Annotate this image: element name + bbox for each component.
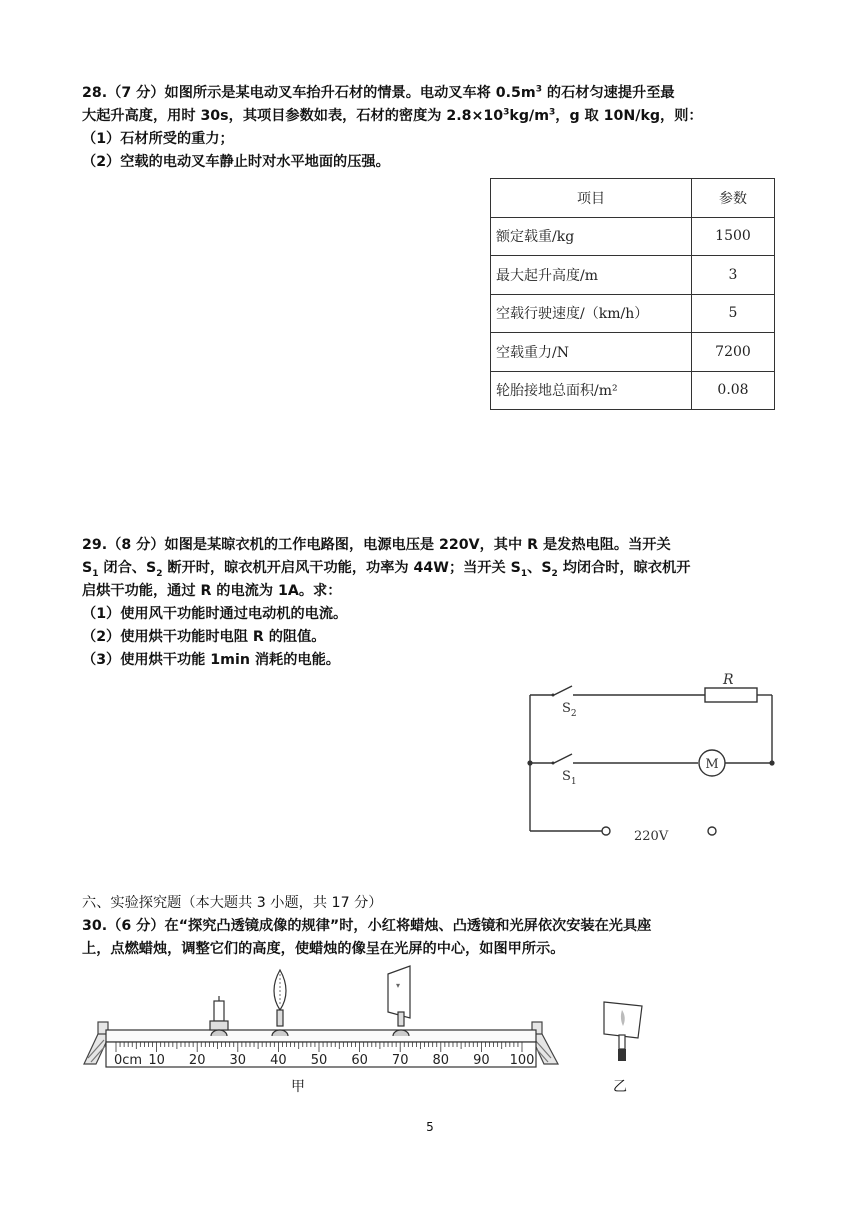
scale-tick-label: 10 <box>148 1053 165 1068</box>
circuit-diagram <box>520 668 780 848</box>
q30-line2: 上，点燃蜡烛，调整它们的高度，使蜡烛的像呈在光屏的中心，如图甲所示。 <box>82 941 565 957</box>
q29-sub1: （1）使用风干功能时通过电动机的电流。 <box>82 606 348 622</box>
resistor-symbol <box>705 688 757 702</box>
convex-lens <box>272 970 288 1036</box>
figure-caption-b: 乙 <box>613 1079 627 1095</box>
q29-line3: 启烘干功能，通过 R 的电流为 1A。求： <box>82 583 342 599</box>
scale-tick-label: 70 <box>391 1053 409 1068</box>
table-cell: 轮胎接地总面积/m² <box>491 371 692 410</box>
table-row <box>491 371 775 410</box>
switch-s2-label: $S_2$ <box>562 701 577 719</box>
table-cell: 1500 <box>692 217 775 256</box>
switch-s2-blade <box>554 686 572 695</box>
switch-s1-label: $S_1$ <box>562 769 577 787</box>
scale-tick-label: 100 <box>509 1053 535 1068</box>
table-cell: 5 <box>692 294 775 333</box>
question-28 <box>82 82 782 174</box>
section-6-title: 六、实验探究题（本大题共 3 小题，共 17 分） <box>82 895 383 911</box>
scale-tick-label: 80 <box>432 1053 450 1068</box>
table-row <box>491 217 775 256</box>
scale-tick-label: 20 <box>188 1053 206 1068</box>
q29-sub3: （3）使用烘干功能 1min 消耗的电能。 <box>82 652 340 668</box>
candle <box>210 996 228 1036</box>
scale-tick-label: 90 <box>473 1053 490 1068</box>
table-header-value: 参数 <box>692 179 775 218</box>
q28-sub1: （1）石材所受的重力； <box>82 131 234 147</box>
q30-line1: 30.（6 分）在“探究凸透镜成像的规律”时，小红将蜡烛、凸透镜和光屏依次安装在光具座 <box>82 918 652 934</box>
figure-caption-a: 甲 <box>291 1079 305 1095</box>
table-header-item: 项目 <box>491 179 692 218</box>
switch-s1-blade <box>554 754 572 763</box>
q29-line1: 29.（8 分）如图是某晾衣机的工作电路图，电源电压是 220V，其中 R 是发热电阻。当开关 <box>82 537 671 553</box>
voltage-label: 220V <box>634 829 669 844</box>
question-29 <box>82 534 782 672</box>
table-cell: 3 <box>692 256 775 295</box>
q29-sub2: （2）使用烘干功能时电阻 R 的阻值。 <box>82 629 326 645</box>
svg-text:▾: ▾ <box>396 981 401 990</box>
scale-tick-label: 30 <box>229 1053 247 1068</box>
table-row <box>491 256 775 295</box>
scale-tick-label: 0cm <box>114 1053 143 1068</box>
q28-line1: 28.（7 分）如图所示是某电动叉车抬升石材的情景。电动叉车将 $0.5m^3$ 的石材匀速提升至最 <box>82 84 675 101</box>
bench-rail <box>106 1030 536 1042</box>
screen-image-figure <box>598 998 648 1064</box>
page-number: 5 <box>426 1120 434 1134</box>
table-cell: 最大起升高度/m <box>491 256 692 295</box>
q28-line2: 大起升高度，用时 30s，其项目参数如表，石材的密度为 $2.8\times 10^3kg/m^3$，g 取 10N/kg，则： <box>82 107 703 124</box>
terminal-left <box>602 827 610 835</box>
q28-sub2: （2）空载的电动叉车静止时对水平地面的压强。 <box>82 154 390 170</box>
q29-line2: $S_1$ 闭合、$S_2$ 断开时，晾衣机开启风干功能，功率为 44W；当开关 $S_1$、$S_2$ 均闭合时，晾衣机开 <box>82 560 691 579</box>
motor-label: M <box>705 757 719 772</box>
scale-tick-label: 50 <box>310 1053 328 1068</box>
scale-tick-label: 60 <box>351 1053 368 1068</box>
scale-tick-label: 40 <box>270 1053 287 1068</box>
optical-bench-figure <box>80 962 570 1074</box>
table-cell: 空载重力/N <box>491 333 692 372</box>
table-cell: 7200 <box>692 333 775 372</box>
resistor-label: R <box>723 672 734 688</box>
table-header-row <box>491 179 775 218</box>
table-row <box>491 333 775 372</box>
section-6 <box>82 892 782 961</box>
light-screen <box>388 966 410 1036</box>
parameter-table <box>490 178 775 410</box>
table-row <box>491 294 775 333</box>
table-cell: 空载行驶速度/（km/h） <box>491 294 692 333</box>
table-cell: 额定载重/kg <box>491 217 692 256</box>
table-cell: 0.08 <box>692 371 775 410</box>
terminal-right <box>708 827 716 835</box>
